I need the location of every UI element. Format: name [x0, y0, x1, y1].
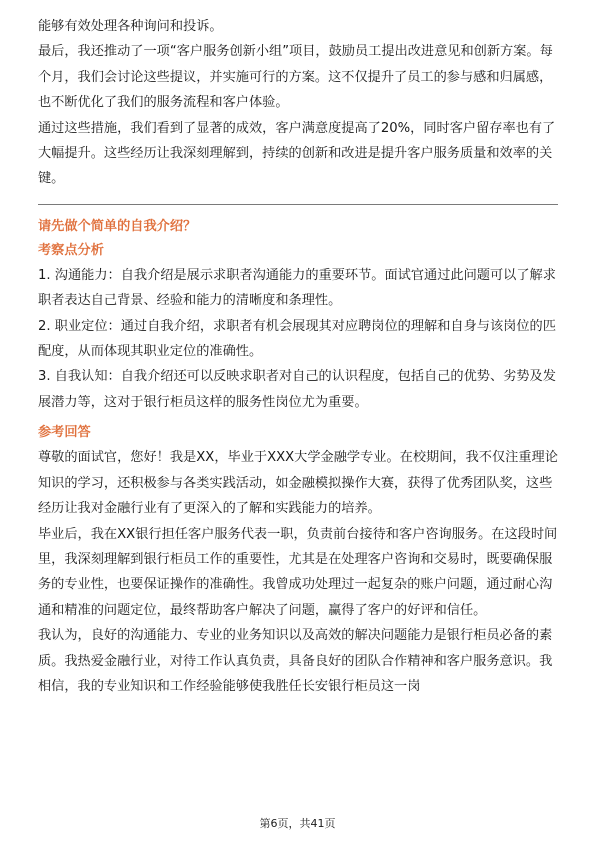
document-page — [38, 14, 558, 699]
answer-heading: 参考回答 — [38, 425, 91, 441]
intro-paragraph-1: 能够有效处理各种询问和投诉。 — [38, 19, 223, 34]
intro-paragraph-3: 通过这些措施，我们看到了显著的成效，客户满意度提高了20%，同时客户留存率也有了大幅提升。这些经历让我深刻理解到，持续的创新和改进是提升客户服务质量和效率的关键。 — [38, 120, 556, 187]
answer-paragraph-3: 我认为，良好的沟通能力、专业的业务知识以及高效的解决问题能力是银行柜员必备的素质。我热爱金融行业，对待工作认真负责，具备良好的团队合作精神和客户服务意识。我相信，我的专业知识和工作经验能够使我胜任长安银行柜员这一岗 — [38, 628, 553, 694]
answer-paragraph-2: 毕业后，我在XX银行担任客户服务代表一职，负责前台接待和客户咨询服务。在这段时间里，我深刻理解到银行柜员工作的重要性，尤其是在处理客户咨询和交易时，既要确保服务的专业性，也要保证操作的准确性。我曾成功处理过一起复杂的账户问题，通过耐心沟通和精准的问题定位，最终帮助客户解决了问题，赢得了客户的好评和信任。 — [38, 526, 558, 618]
analysis-item-2: 2. 职业定位：通过自我介绍，求职者有机会展现其对应聘岗位的理解和自身与该岗位的匹配度，从而体现其职业定位的准确性。 — [38, 318, 556, 360]
page-number-footer: 第6页，共41页 — [259, 817, 336, 830]
section-divider — [38, 204, 558, 205]
intro-paragraph-2: 最后，我还推动了一项“客户服务创新小组”项目，鼓励员工提出改进意见和创新方案。每个月，我们会讨论这些提议，并实施可行的方案。这不仅提升了员工的参与感和归属感，也不断优化了我们的服务流程和客户体验。 — [38, 44, 553, 111]
analysis-item-3: 3. 自我认知：自我介绍还可以反映求职者对自己的认识程度，包括自己的优势、劣势及发展潜力等，这对于银行柜员这样的服务性岗位尤为重要。 — [38, 369, 556, 410]
analysis-heading: 考察点分析 — [38, 242, 104, 258]
analysis-item-1: 1. 沟通能力：自我介绍是展示求职者沟通能力的重要环节。面试官通过此问题可以了解求职者表达自己背景、经验和能力的清晰度和条理性。 — [38, 267, 556, 309]
answer-paragraph-1: 尊敬的面试官，您好！我是XX，毕业于XXX大学金融学专业。在校期间，我不仅注重理论知识的学习，还积极参与各类实践活动，如金融模拟操作大赛，获得了优秀团队奖，这些经历让我对金融行业有了更深入的了解和实践能力的培养。 — [38, 450, 558, 517]
question-title: 请先做个简单的自我介绍？ — [38, 218, 197, 234]
